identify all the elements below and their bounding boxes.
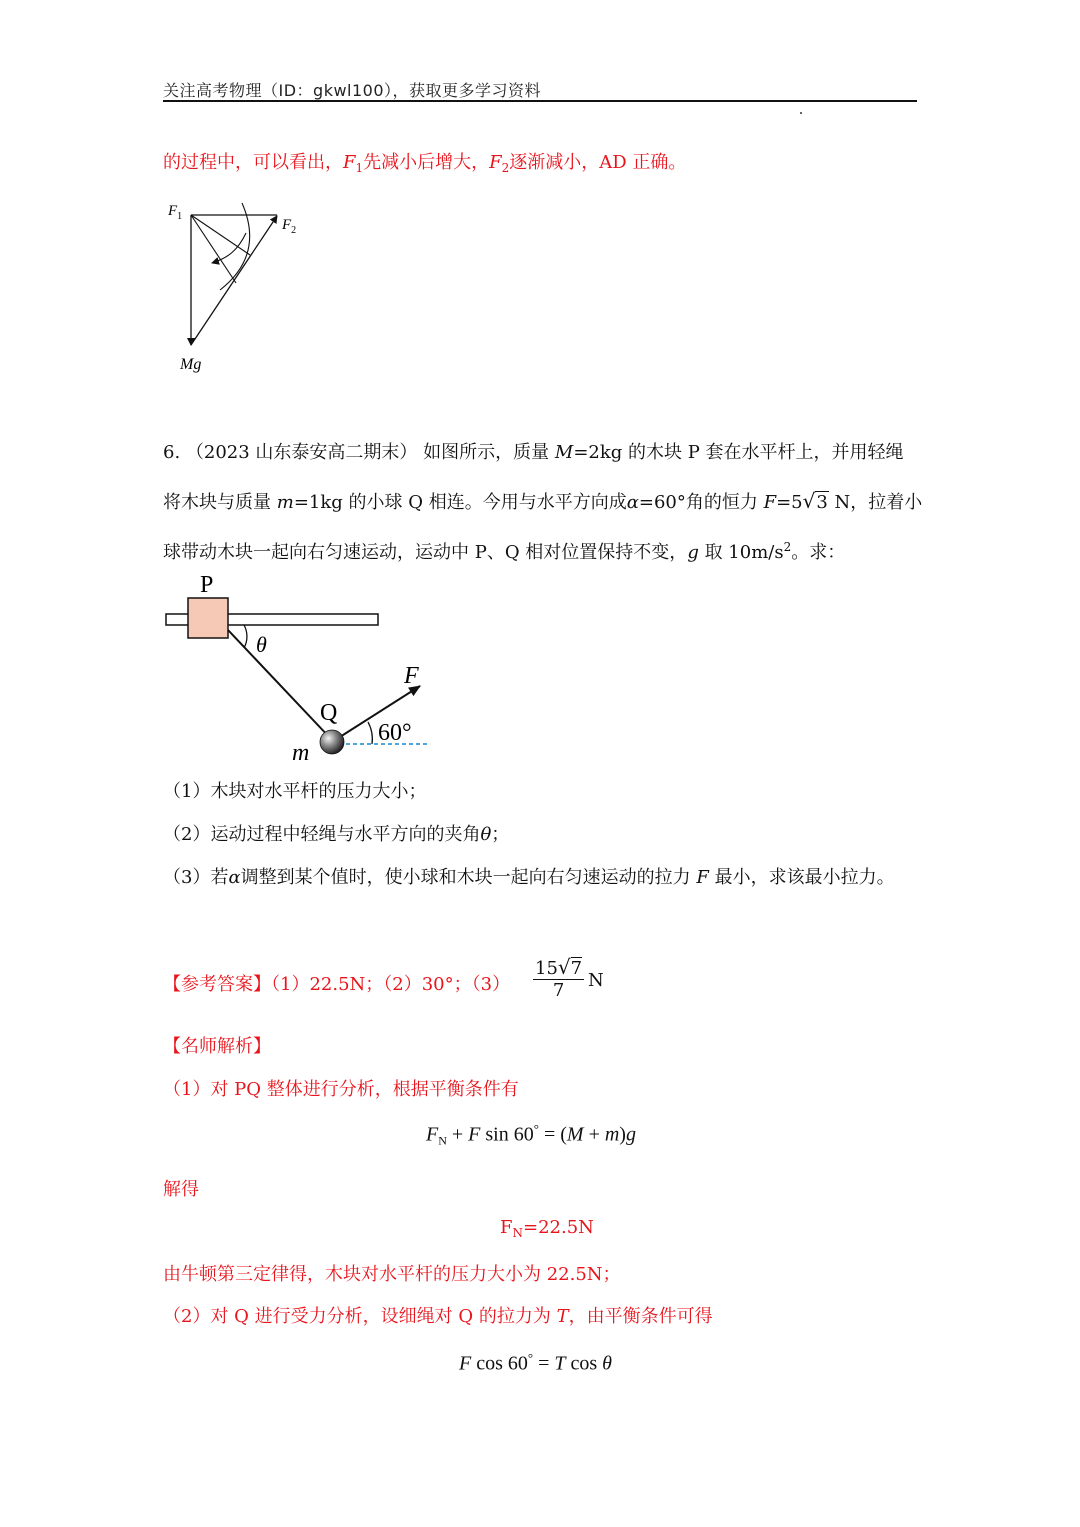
- solve-label: 解得: [163, 1179, 199, 1200]
- sub-question-1: （1）木块对水平杆的压力大小；: [163, 781, 427, 802]
- question-line-2: 将木块与质量 m=1kg 的小球 Q 相连。今用与水平方向成α=60°角的恒力 F=5√3 N，拉着小: [163, 489, 923, 513]
- rotation-arrow: [212, 233, 246, 263]
- force-triangle-diagram: [160, 195, 320, 380]
- question-line-3: 球带动木块一起向右匀速运动，运动中 P、Q 相对位置保持不变，g 取 $10m/s^2$。求：: [163, 540, 846, 563]
- p-label: P: [200, 572, 214, 598]
- answer-label: 【参考答案】: [163, 974, 271, 995]
- header-text: 关注高考物理（ID：gkwl100），获取更多学习资料: [163, 81, 542, 100]
- f1-mid-line: [191, 215, 250, 255]
- theta-arc: [244, 625, 247, 648]
- theta-label: θ: [256, 632, 267, 657]
- mg-label: Mg: [180, 356, 202, 373]
- prev-conclusion: 的过程中，可以看出，$F_1$先减小后增大，$F_2$逐渐减小，AD 正确。: [163, 152, 687, 175]
- block-p: [188, 598, 228, 638]
- ball-q: [320, 730, 344, 754]
- analysis-step-2: （2）对 Q 进行受力分析，设细绳对 Q 的拉力为 T，由平衡条件可得: [163, 1306, 713, 1327]
- equation-2: F cos 60° = T cos θ: [459, 1350, 612, 1375]
- header-rule: [163, 100, 917, 102]
- analysis-label: 【名师解析】: [163, 1036, 271, 1057]
- analysis-step-1: （1）对 PQ 整体进行分析，根据平衡条件有: [163, 1079, 519, 1100]
- question-line-1: 6. （2023 山东泰安高二期末） 如图所示，质量 M=2kg 的木块 P 套在水平杆上，并用轻绳: [163, 442, 904, 463]
- block-ball-diagram: [160, 570, 440, 770]
- newton-third-law: 由牛顿第三定律得，木块对水平杆的压力大小为 22.5N；: [163, 1264, 621, 1285]
- answer-fraction: 15√7 7: [535, 955, 583, 1001]
- m-label: m: [292, 740, 310, 766]
- rope: [228, 630, 332, 740]
- angle-arc: [368, 722, 372, 744]
- sub-question-2: （2）运动过程中轻绳与水平方向的夹角θ；: [163, 824, 510, 845]
- stray-dot: [800, 112, 802, 114]
- answer-line: 【参考答案】（1）22.5N；（2）30°；（3）: [163, 974, 511, 995]
- arc-path: [220, 203, 250, 290]
- angle-label: 60°: [378, 720, 412, 746]
- answer-unit: N: [588, 970, 604, 991]
- f2-label: $F_2$: [282, 217, 297, 236]
- f-label: F: [404, 663, 419, 689]
- equation-1: $F_N + F$ sin 60° = (M + m)g: [426, 1121, 636, 1148]
- sqrt-sign: √: [802, 489, 816, 513]
- q-label: Q: [320, 700, 338, 726]
- sub-question-3: （3）若α调整到某个值时，使小球和木块一起向右匀速运动的拉力 F 最小，求该最小拉力。: [163, 867, 895, 888]
- result-1: $F_N=22.5N$: [500, 1217, 594, 1240]
- f1-label: $F_1$: [168, 203, 183, 222]
- f1-low-line: [191, 215, 236, 283]
